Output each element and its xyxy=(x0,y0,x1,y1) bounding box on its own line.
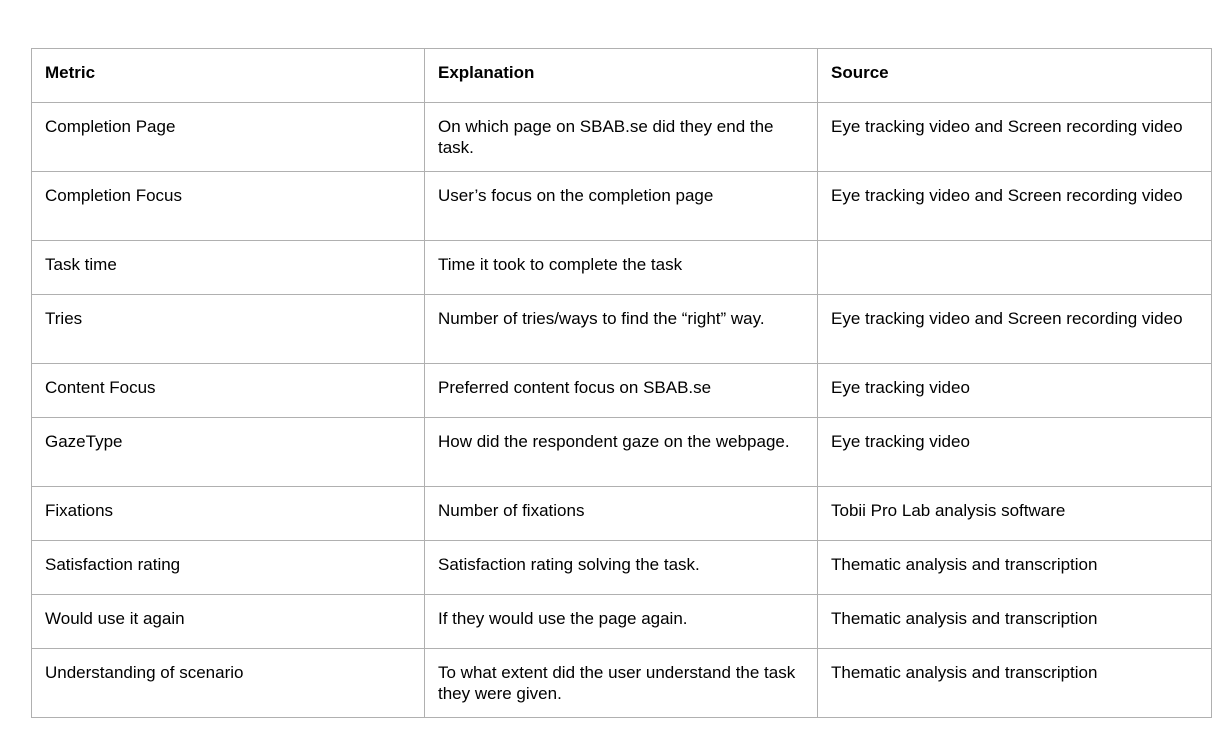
table-row xyxy=(32,418,1212,487)
explanation-cell: To what extent did the user understand the task they were given. xyxy=(425,649,818,718)
metric-cell: Fixations xyxy=(32,487,425,541)
metrics-table xyxy=(31,48,1212,718)
table-row xyxy=(32,103,1212,172)
source-cell xyxy=(818,241,1212,295)
table-row xyxy=(32,541,1212,595)
explanation-cell: Number of tries/ways to find the “right” way. xyxy=(425,295,818,364)
table-row xyxy=(32,595,1212,649)
source-cell: Eye tracking video xyxy=(818,364,1212,418)
metric-cell: Satisfaction rating xyxy=(32,541,425,595)
table-row xyxy=(32,172,1212,241)
column-header-source: Source xyxy=(818,49,1212,103)
table-header-row xyxy=(32,49,1212,103)
column-header-explanation: Explanation xyxy=(425,49,818,103)
source-cell: Thematic analysis and transcription xyxy=(818,649,1212,718)
explanation-cell: Satisfaction rating solving the task. xyxy=(425,541,818,595)
metric-cell: Content Focus xyxy=(32,364,425,418)
explanation-cell: Number of fixations xyxy=(425,487,818,541)
metric-cell: Task time xyxy=(32,241,425,295)
explanation-cell: On which page on SBAB.se did they end the task. xyxy=(425,103,818,172)
metric-cell: Tries xyxy=(32,295,425,364)
metric-cell: Completion Focus xyxy=(32,172,425,241)
table-row xyxy=(32,487,1212,541)
explanation-cell: If they would use the page again. xyxy=(425,595,818,649)
column-header-metric: Metric xyxy=(32,49,425,103)
table-row xyxy=(32,649,1212,718)
explanation-cell: User’s focus on the completion page xyxy=(425,172,818,241)
source-cell: Eye tracking video and Screen recording video xyxy=(818,295,1212,364)
metric-cell: Completion Page xyxy=(32,103,425,172)
explanation-cell: Preferred content focus on SBAB.se xyxy=(425,364,818,418)
source-cell: Thematic analysis and transcription xyxy=(818,541,1212,595)
table-row xyxy=(32,295,1212,364)
metric-cell: GazeType xyxy=(32,418,425,487)
source-cell: Eye tracking video xyxy=(818,418,1212,487)
explanation-cell: Time it took to complete the task xyxy=(425,241,818,295)
source-cell: Thematic analysis and transcription xyxy=(818,595,1212,649)
table-row xyxy=(32,241,1212,295)
explanation-cell: How did the respondent gaze on the webpage. xyxy=(425,418,818,487)
metric-cell: Understanding of scenario xyxy=(32,649,425,718)
source-cell: Eye tracking video and Screen recording video xyxy=(818,103,1212,172)
source-cell: Tobii Pro Lab analysis software xyxy=(818,487,1212,541)
metric-cell: Would use it again xyxy=(32,595,425,649)
source-cell: Eye tracking video and Screen recording video xyxy=(818,172,1212,241)
table-row xyxy=(32,364,1212,418)
